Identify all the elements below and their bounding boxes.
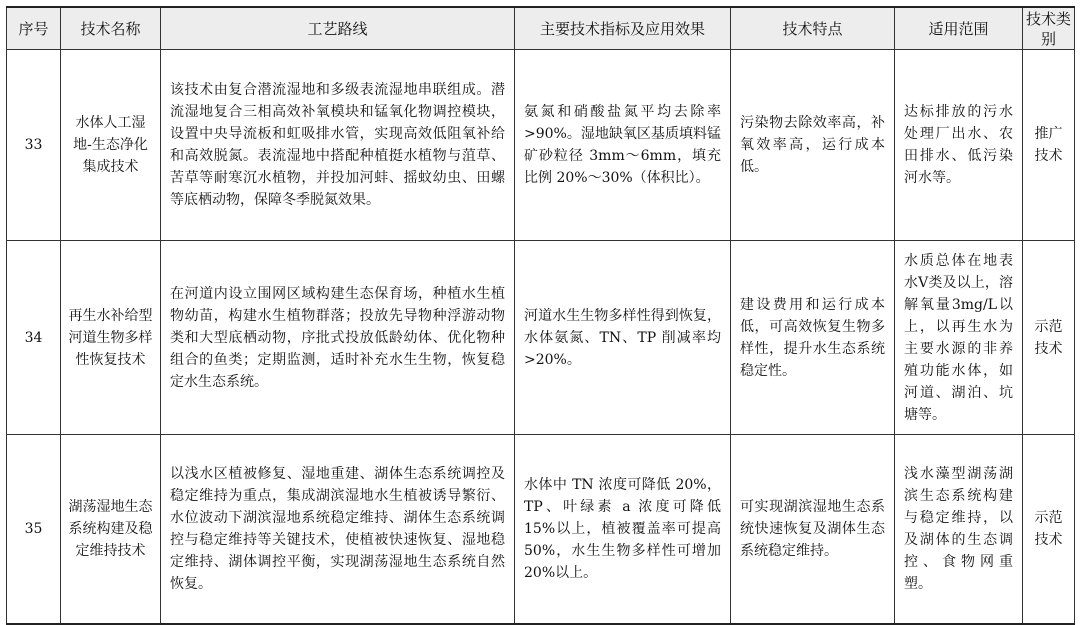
cell-technology-name: 再生水补给型河道生物多样性恢复技术: [61, 241, 161, 435]
cell-scope-of-application: 浅水藻型湖荡湖滨生态系统构建与稳定维持，以及湖体的生态调控、食物网重塑。: [895, 435, 1023, 625]
cell-main-metrics: 氨氮和硝酸盐氮平均去除率>90%。湿地缺氧区基质填料锰矿砂粒径 3mm～6mm，填充比例 20%～30%（体积比）。: [515, 50, 731, 241]
header-row: [7, 7, 1075, 50]
cell-technical-features: 污染物去除效率高，补氧效率高，运行成本低。: [731, 50, 895, 241]
technology-table-container: [6, 6, 1075, 625]
header-technology-category: 技术类别: [1023, 7, 1075, 50]
cell-main-metrics: 河道水生生物多样性得到恢复，水体氨氮、TN、TP 削减率均>20%。: [515, 241, 731, 435]
cell-technical-features: 建设费用和运行成本低，可高效恢复生物多样性，提升水生态系统稳定性。: [731, 241, 895, 435]
cell-process-route: 该技术由复合潜流湿地和多级表流湿地串联组成。潜流湿地复合三相高效补氧模块和锰氧化物调控模块，设置中央导流板和虹吸排水管，实现高效低阻氧补给和高效脱氮。表流湿地中搭配种植挺水植物与菹草、苦草等耐寒沉水植物，并投加河蚌、摇蚊幼虫、田螺等底栖动物，保障冬季脱氮效果。: [161, 50, 515, 241]
technology-table: [6, 6, 1075, 625]
cell-scope-of-application: 水质总体在地表水Ⅴ类及以上，溶解氧量3mg/L以上，以再生水为主要水源的非养殖功能水体，如河道、湖泊、坑塘等。: [895, 241, 1023, 435]
cell-scope-of-application: 达标排放的污水处理厂出水、农田排水、低污染河水等。: [895, 50, 1023, 241]
table-row: [7, 241, 1075, 435]
cell-process-route: 以浅水区植被修复、湿地重建、湖体生态系统调控及稳定维持为重点，集成湖滨湿地水生植被诱导繁衍、水位波动下湖滨湿地系统稳定维持、湖体生态系统调控与稳定维持等关键技术，使植被快速恢复、湿地稳定维持、湖体调控平衡，实现湖荡湿地生态系统自然恢复。: [161, 435, 515, 625]
header-serial-number: 序号: [7, 7, 61, 50]
header-scope-of-application: 适用范围: [895, 7, 1023, 50]
cell-technology-name: 湖荡湿地生态系统构建及稳定维持技术: [61, 435, 161, 625]
header-technology-name: 技术名称: [61, 7, 161, 50]
cell-process-route: 在河道内设立围网区域构建生态保育场，种植水生植物幼苗，构建水生植物群落；投放先导物种浮游动物类和大型底栖动物，序批式投放低龄幼体、优化物种组合的鱼类；定期监测，适时补充水生生物，恢复稳定水生态系统。: [161, 241, 515, 435]
table-row: [7, 435, 1075, 625]
cell-technical-features: 可实现湖滨湿地生态系统快速恢复及湖体生态系统稳定维持。: [731, 435, 895, 625]
cell-serial-number: 34: [7, 241, 61, 435]
header-process-route: 工艺路线: [161, 7, 515, 50]
header-technical-features: 技术特点: [731, 7, 895, 50]
cell-technology-category: 推广技术: [1023, 50, 1075, 241]
cell-main-metrics: 水体中 TN 浓度可降低 20%，TP、叶绿素 a 浓度可降低 15%以上，植被覆盖率可提高 50%，水生生物多样性可增加 20%以上。: [515, 435, 731, 625]
table-row: [7, 50, 1075, 241]
cell-technology-category: 示范技术: [1023, 241, 1075, 435]
header-main-metrics: 主要技术指标及应用效果: [515, 7, 731, 50]
cell-technology-category: 示范技术: [1023, 435, 1075, 625]
cell-serial-number: 35: [7, 435, 61, 625]
cell-technology-name: 水体人工湿地-生态净化集成技术: [61, 50, 161, 241]
cell-serial-number: 33: [7, 50, 61, 241]
